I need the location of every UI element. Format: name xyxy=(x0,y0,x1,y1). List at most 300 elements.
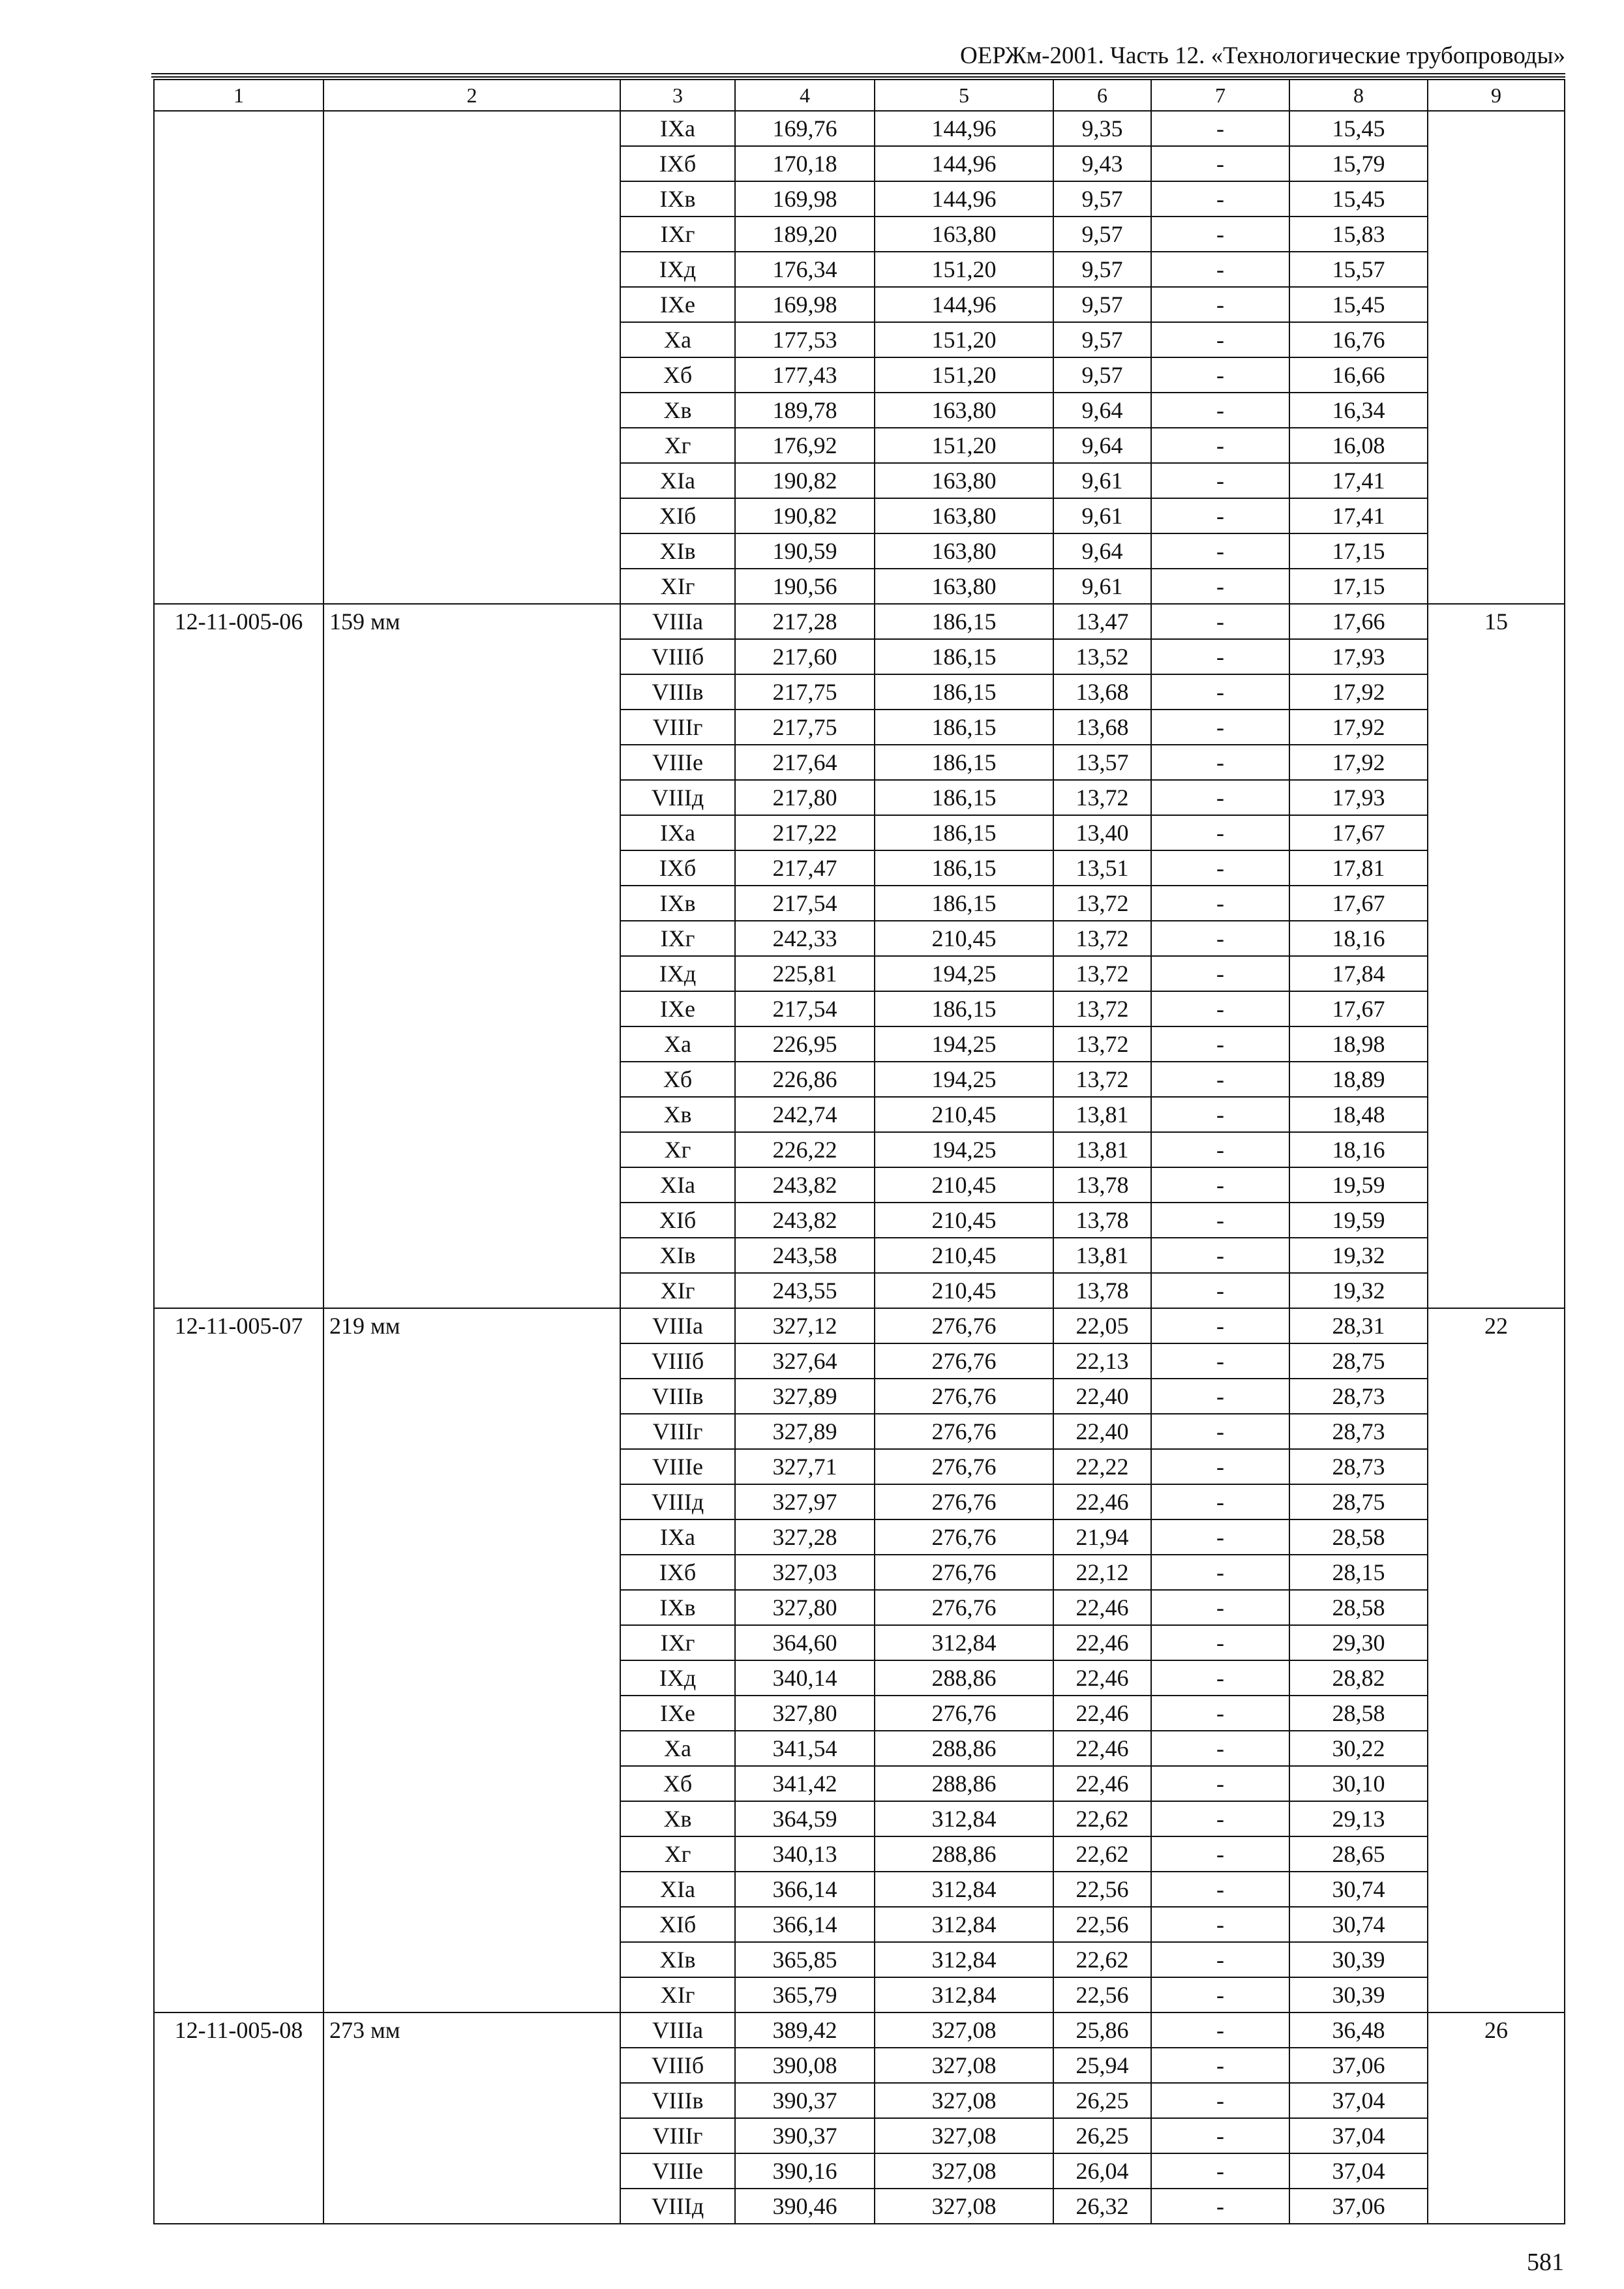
col7-cell: - xyxy=(1151,1660,1289,1696)
col8-cell: 15,57 xyxy=(1289,252,1428,287)
steel-grade-cell: IXв xyxy=(620,886,735,921)
col6-cell: 22,46 xyxy=(1053,1484,1151,1519)
col4-cell: 217,60 xyxy=(735,639,875,674)
steel-grade-cell: Xб xyxy=(620,1766,735,1801)
steel-grade-cell: IXе xyxy=(620,991,735,1026)
col4-cell: 217,22 xyxy=(735,815,875,850)
col4-cell: 170,18 xyxy=(735,146,875,181)
col4-cell: 340,14 xyxy=(735,1660,875,1696)
col6-cell: 9,57 xyxy=(1053,287,1151,322)
col4-cell: 190,56 xyxy=(735,569,875,604)
col7-cell: - xyxy=(1151,498,1289,533)
steel-grade-cell: Xа xyxy=(620,1731,735,1766)
col4-cell: 217,80 xyxy=(735,780,875,815)
col4-cell: 327,89 xyxy=(735,1414,875,1449)
col5-cell: 186,15 xyxy=(875,780,1053,815)
col6-cell: 22,56 xyxy=(1053,1977,1151,2012)
col7-cell: - xyxy=(1151,1836,1289,1872)
col6-cell: 13,52 xyxy=(1053,639,1151,674)
col5-cell: 186,15 xyxy=(875,815,1053,850)
col7-cell: - xyxy=(1151,1132,1289,1167)
col8-cell: 30,74 xyxy=(1289,1872,1428,1907)
col6-cell: 13,68 xyxy=(1053,710,1151,745)
col4-cell: 190,59 xyxy=(735,533,875,569)
col6-cell: 22,40 xyxy=(1053,1379,1151,1414)
steel-grade-cell: XIб xyxy=(620,1907,735,1942)
col7-cell: - xyxy=(1151,1167,1289,1203)
col7-cell: - xyxy=(1151,428,1289,463)
col5-cell: 163,80 xyxy=(875,217,1053,252)
col7-cell: - xyxy=(1151,921,1289,956)
col9-cell xyxy=(1428,111,1565,604)
col7-cell: - xyxy=(1151,1414,1289,1449)
col7-cell: - xyxy=(1151,604,1289,639)
col4-cell: 225,81 xyxy=(735,956,875,991)
col7-cell: - xyxy=(1151,1555,1289,1590)
col5-cell: 186,15 xyxy=(875,710,1053,745)
col6-cell: 13,51 xyxy=(1053,850,1151,886)
col7-cell: - xyxy=(1151,569,1289,604)
col6-cell: 9,57 xyxy=(1053,357,1151,393)
col6-cell: 26,25 xyxy=(1053,2118,1151,2153)
col4-cell: 217,28 xyxy=(735,604,875,639)
col5-cell: 151,20 xyxy=(875,428,1053,463)
steel-grade-cell: IXб xyxy=(620,146,735,181)
col9-cell: 15 xyxy=(1428,604,1565,1308)
col5-cell: 194,25 xyxy=(875,1026,1053,1062)
steel-grade-cell: XIб xyxy=(620,1203,735,1238)
col5-cell: 288,86 xyxy=(875,1731,1053,1766)
col8-cell: 18,89 xyxy=(1289,1062,1428,1097)
col6-cell: 22,46 xyxy=(1053,1590,1151,1625)
steel-grade-cell: Xв xyxy=(620,393,735,428)
col6-cell: 13,57 xyxy=(1053,745,1151,780)
col7-cell: - xyxy=(1151,217,1289,252)
col7-cell: - xyxy=(1151,745,1289,780)
col5-cell: 163,80 xyxy=(875,533,1053,569)
pipe-diameter: 273 мм xyxy=(323,2012,620,2224)
col8-cell: 17,92 xyxy=(1289,674,1428,710)
col6-cell: 22,62 xyxy=(1053,1836,1151,1872)
col6-cell: 25,86 xyxy=(1053,2012,1151,2048)
col4-cell: 365,85 xyxy=(735,1942,875,1977)
col8-cell: 30,74 xyxy=(1289,1907,1428,1942)
col4-cell: 341,42 xyxy=(735,1766,875,1801)
col8-cell: 36,48 xyxy=(1289,2012,1428,2048)
col8-cell: 28,75 xyxy=(1289,1343,1428,1379)
col6-cell: 9,57 xyxy=(1053,217,1151,252)
col6-cell: 9,61 xyxy=(1053,569,1151,604)
col7-cell: - xyxy=(1151,2048,1289,2083)
col8-cell: 28,73 xyxy=(1289,1414,1428,1449)
col8-cell: 19,59 xyxy=(1289,1167,1428,1203)
steel-grade-cell: IXг xyxy=(620,217,735,252)
col5-cell: 151,20 xyxy=(875,322,1053,357)
col8-cell: 19,32 xyxy=(1289,1273,1428,1308)
col7-cell: - xyxy=(1151,1731,1289,1766)
col5-cell: 194,25 xyxy=(875,1062,1053,1097)
column-number: 4 xyxy=(735,80,875,111)
col5-cell: 276,76 xyxy=(875,1519,1053,1555)
header-rule xyxy=(151,73,1565,78)
col7-cell: - xyxy=(1151,2153,1289,2189)
col4-cell: 327,12 xyxy=(735,1308,875,1343)
col7-cell: - xyxy=(1151,2118,1289,2153)
col4-cell: 366,14 xyxy=(735,1872,875,1907)
col5-cell: 276,76 xyxy=(875,1555,1053,1590)
steel-grade-cell: IXд xyxy=(620,1660,735,1696)
col5-cell: 276,76 xyxy=(875,1484,1053,1519)
col8-cell: 17,66 xyxy=(1289,604,1428,639)
col6-cell: 9,61 xyxy=(1053,498,1151,533)
item-code: 12-11-005-07 xyxy=(154,1308,323,2012)
col6-cell: 13,72 xyxy=(1053,886,1151,921)
col5-cell: 144,96 xyxy=(875,146,1053,181)
col7-cell: - xyxy=(1151,956,1289,991)
col4-cell: 390,37 xyxy=(735,2118,875,2153)
steel-grade-cell: XIв xyxy=(620,533,735,569)
col4-cell: 390,46 xyxy=(735,2189,875,2224)
col7-cell: - xyxy=(1151,2083,1289,2118)
col6-cell: 13,81 xyxy=(1053,1132,1151,1167)
col4-cell: 364,59 xyxy=(735,1801,875,1836)
col6-cell: 9,64 xyxy=(1053,533,1151,569)
col8-cell: 37,06 xyxy=(1289,2189,1428,2224)
col6-cell: 13,78 xyxy=(1053,1203,1151,1238)
col7-cell: - xyxy=(1151,780,1289,815)
column-number: 5 xyxy=(875,80,1053,111)
steel-grade-cell: Xг xyxy=(620,1132,735,1167)
col6-cell: 25,94 xyxy=(1053,2048,1151,2083)
col6-cell: 22,56 xyxy=(1053,1872,1151,1907)
steel-grade-cell: Xа xyxy=(620,1026,735,1062)
col5-cell: 312,84 xyxy=(875,1942,1053,1977)
steel-grade-cell: VIIIд xyxy=(620,2189,735,2224)
col6-cell: 21,94 xyxy=(1053,1519,1151,1555)
col6-cell: 22,56 xyxy=(1053,1907,1151,1942)
steel-grade-cell: IXе xyxy=(620,1696,735,1731)
steel-grade-cell: XIа xyxy=(620,1872,735,1907)
pipe-diameter xyxy=(323,111,620,604)
column-number: 9 xyxy=(1428,80,1565,111)
col6-cell: 13,72 xyxy=(1053,1026,1151,1062)
col8-cell: 18,98 xyxy=(1289,1026,1428,1062)
col5-cell: 327,08 xyxy=(875,2189,1053,2224)
col4-cell: 176,34 xyxy=(735,252,875,287)
col7-cell: - xyxy=(1151,1273,1289,1308)
col8-cell: 19,32 xyxy=(1289,1238,1428,1273)
col4-cell: 327,64 xyxy=(735,1343,875,1379)
col4-cell: 217,54 xyxy=(735,886,875,921)
steel-grade-cell: VIIIд xyxy=(620,1484,735,1519)
col8-cell: 28,58 xyxy=(1289,1519,1428,1555)
col7-cell: - xyxy=(1151,1308,1289,1343)
col8-cell: 30,39 xyxy=(1289,1942,1428,1977)
col6-cell: 22,46 xyxy=(1053,1696,1151,1731)
col7-cell: - xyxy=(1151,1203,1289,1238)
col4-cell: 243,82 xyxy=(735,1167,875,1203)
column-number: 7 xyxy=(1151,80,1289,111)
col6-cell: 26,04 xyxy=(1053,2153,1151,2189)
col8-cell: 28,75 xyxy=(1289,1484,1428,1519)
col5-cell: 210,45 xyxy=(875,921,1053,956)
col5-cell: 312,84 xyxy=(875,1977,1053,2012)
col8-cell: 15,83 xyxy=(1289,217,1428,252)
steel-grade-cell: VIIIв xyxy=(620,2083,735,2118)
col6-cell: 13,68 xyxy=(1053,674,1151,710)
col4-cell: 390,16 xyxy=(735,2153,875,2189)
col8-cell: 17,92 xyxy=(1289,745,1428,780)
col4-cell: 327,80 xyxy=(735,1696,875,1731)
col5-cell: 186,15 xyxy=(875,674,1053,710)
col4-cell: 169,76 xyxy=(735,111,875,146)
col5-cell: 312,84 xyxy=(875,1625,1053,1660)
col8-cell: 17,67 xyxy=(1289,815,1428,850)
col6-cell: 13,72 xyxy=(1053,956,1151,991)
col4-cell: 242,74 xyxy=(735,1097,875,1132)
col4-cell: 242,33 xyxy=(735,921,875,956)
col5-cell: 288,86 xyxy=(875,1836,1053,1872)
col6-cell: 22,22 xyxy=(1053,1449,1151,1484)
steel-grade-cell: XIб xyxy=(620,498,735,533)
steel-grade-cell: IXб xyxy=(620,850,735,886)
col4-cell: 243,55 xyxy=(735,1273,875,1308)
col8-cell: 28,73 xyxy=(1289,1449,1428,1484)
col4-cell: 169,98 xyxy=(735,287,875,322)
col8-cell: 29,30 xyxy=(1289,1625,1428,1660)
col4-cell: 243,82 xyxy=(735,1203,875,1238)
steel-grade-cell: IXа xyxy=(620,815,735,850)
col7-cell: - xyxy=(1151,1801,1289,1836)
col8-cell: 28,82 xyxy=(1289,1660,1428,1696)
col4-cell: 190,82 xyxy=(735,463,875,498)
col8-cell: 37,06 xyxy=(1289,2048,1428,2083)
col8-cell: 15,79 xyxy=(1289,146,1428,181)
col4-cell: 390,37 xyxy=(735,2083,875,2118)
col6-cell: 22,62 xyxy=(1053,1801,1151,1836)
col7-cell: - xyxy=(1151,639,1289,674)
col7-cell: - xyxy=(1151,146,1289,181)
steel-grade-cell: VIIIв xyxy=(620,674,735,710)
col6-cell: 22,46 xyxy=(1053,1625,1151,1660)
col4-cell: 226,86 xyxy=(735,1062,875,1097)
col5-cell: 144,96 xyxy=(875,181,1053,217)
col8-cell: 16,66 xyxy=(1289,357,1428,393)
col5-cell: 210,45 xyxy=(875,1273,1053,1308)
steel-grade-cell: Xв xyxy=(620,1097,735,1132)
col4-cell: 217,47 xyxy=(735,850,875,886)
col7-cell: - xyxy=(1151,991,1289,1026)
steel-grade-cell: IXд xyxy=(620,252,735,287)
table-row xyxy=(154,2012,1565,2048)
col4-cell: 390,08 xyxy=(735,2048,875,2083)
col7-cell: - xyxy=(1151,1449,1289,1484)
col7-cell: - xyxy=(1151,886,1289,921)
col7-cell: - xyxy=(1151,1026,1289,1062)
steel-grade-cell: VIIIб xyxy=(620,1343,735,1379)
col6-cell: 9,57 xyxy=(1053,181,1151,217)
steel-grade-cell: VIIIв xyxy=(620,1379,735,1414)
col6-cell: 22,62 xyxy=(1053,1942,1151,1977)
steel-grade-cell: VIIIб xyxy=(620,2048,735,2083)
col4-cell: 177,43 xyxy=(735,357,875,393)
col6-cell: 13,78 xyxy=(1053,1167,1151,1203)
col5-cell: 327,08 xyxy=(875,2083,1053,2118)
steel-grade-cell: XIг xyxy=(620,1977,735,2012)
col5-cell: 327,08 xyxy=(875,2153,1053,2189)
col7-cell: - xyxy=(1151,322,1289,357)
col6-cell: 9,57 xyxy=(1053,322,1151,357)
col5-cell: 151,20 xyxy=(875,252,1053,287)
steel-grade-cell: VIIIг xyxy=(620,2118,735,2153)
col8-cell: 28,15 xyxy=(1289,1555,1428,1590)
col8-cell: 37,04 xyxy=(1289,2118,1428,2153)
pipe-diameter: 219 мм xyxy=(323,1308,620,2012)
col7-cell: - xyxy=(1151,357,1289,393)
col6-cell: 9,64 xyxy=(1053,393,1151,428)
col7-cell: - xyxy=(1151,533,1289,569)
col7-cell: - xyxy=(1151,393,1289,428)
steel-grade-cell: VIIIе xyxy=(620,2153,735,2189)
col6-cell: 22,05 xyxy=(1053,1308,1151,1343)
col8-cell: 19,59 xyxy=(1289,1203,1428,1238)
col4-cell: 189,20 xyxy=(735,217,875,252)
col7-cell: - xyxy=(1151,287,1289,322)
col7-cell: - xyxy=(1151,850,1289,886)
col9-cell: 22 xyxy=(1428,1308,1565,2012)
col5-cell: 163,80 xyxy=(875,569,1053,604)
col8-cell: 18,16 xyxy=(1289,1132,1428,1167)
col8-cell: 30,39 xyxy=(1289,1977,1428,2012)
col7-cell: - xyxy=(1151,2012,1289,2048)
col7-cell: - xyxy=(1151,815,1289,850)
col6-cell: 22,46 xyxy=(1053,1766,1151,1801)
page-number: 581 xyxy=(1527,2249,1564,2276)
col8-cell: 17,15 xyxy=(1289,569,1428,604)
col6-cell: 9,57 xyxy=(1053,252,1151,287)
col5-cell: 276,76 xyxy=(875,1308,1053,1343)
col5-cell: 186,15 xyxy=(875,850,1053,886)
col7-cell: - xyxy=(1151,1942,1289,1977)
col4-cell: 340,13 xyxy=(735,1836,875,1872)
col7-cell: - xyxy=(1151,463,1289,498)
col8-cell: 28,31 xyxy=(1289,1308,1428,1343)
col6-cell: 13,72 xyxy=(1053,991,1151,1026)
steel-grade-cell: XIв xyxy=(620,1942,735,1977)
rates-table xyxy=(153,79,1565,2224)
col6-cell: 22,12 xyxy=(1053,1555,1151,1590)
col8-cell: 17,15 xyxy=(1289,533,1428,569)
col5-cell: 312,84 xyxy=(875,1872,1053,1907)
col5-cell: 276,76 xyxy=(875,1449,1053,1484)
steel-grade-cell: XIа xyxy=(620,463,735,498)
col5-cell: 327,08 xyxy=(875,2118,1053,2153)
col5-cell: 276,76 xyxy=(875,1343,1053,1379)
col4-cell: 327,03 xyxy=(735,1555,875,1590)
steel-grade-cell: VIIIд xyxy=(620,780,735,815)
column-number: 1 xyxy=(154,80,323,111)
steel-grade-cell: IXг xyxy=(620,1625,735,1660)
steel-grade-cell: IXг xyxy=(620,921,735,956)
col8-cell: 29,13 xyxy=(1289,1801,1428,1836)
col4-cell: 365,79 xyxy=(735,1977,875,2012)
col7-cell: - xyxy=(1151,252,1289,287)
col5-cell: 151,20 xyxy=(875,357,1053,393)
col8-cell: 17,93 xyxy=(1289,780,1428,815)
col8-cell: 37,04 xyxy=(1289,2153,1428,2189)
col6-cell: 9,43 xyxy=(1053,146,1151,181)
col7-cell: - xyxy=(1151,674,1289,710)
col4-cell: 169,98 xyxy=(735,181,875,217)
column-number: 2 xyxy=(323,80,620,111)
col7-cell: - xyxy=(1151,2189,1289,2224)
col5-cell: 276,76 xyxy=(875,1379,1053,1414)
col5-cell: 210,45 xyxy=(875,1167,1053,1203)
col8-cell: 16,76 xyxy=(1289,322,1428,357)
col7-cell: - xyxy=(1151,1379,1289,1414)
col4-cell: 189,78 xyxy=(735,393,875,428)
col7-cell: - xyxy=(1151,181,1289,217)
column-number: 6 xyxy=(1053,80,1151,111)
col8-cell: 15,45 xyxy=(1289,287,1428,322)
col8-cell: 17,41 xyxy=(1289,498,1428,533)
steel-grade-cell: Xа xyxy=(620,322,735,357)
col5-cell: 312,84 xyxy=(875,1801,1053,1836)
col8-cell: 18,16 xyxy=(1289,921,1428,956)
steel-grade-cell: IXд xyxy=(620,956,735,991)
steel-grade-cell: IXб xyxy=(620,1555,735,1590)
col5-cell: 276,76 xyxy=(875,1414,1053,1449)
col7-cell: - xyxy=(1151,1343,1289,1379)
col4-cell: 217,75 xyxy=(735,674,875,710)
col7-cell: - xyxy=(1151,1696,1289,1731)
col8-cell: 28,65 xyxy=(1289,1836,1428,1872)
col8-cell: 17,93 xyxy=(1289,639,1428,674)
col5-cell: 288,86 xyxy=(875,1660,1053,1696)
col7-cell: - xyxy=(1151,1872,1289,1907)
col5-cell: 144,96 xyxy=(875,111,1053,146)
col5-cell: 210,45 xyxy=(875,1238,1053,1273)
col5-cell: 186,15 xyxy=(875,886,1053,921)
col6-cell: 22,46 xyxy=(1053,1731,1151,1766)
col7-cell: - xyxy=(1151,710,1289,745)
steel-grade-cell: IXа xyxy=(620,1519,735,1555)
col6-cell: 13,72 xyxy=(1053,780,1151,815)
steel-grade-cell: VIIIа xyxy=(620,1308,735,1343)
pipe-diameter: 159 мм xyxy=(323,604,620,1308)
col4-cell: 327,80 xyxy=(735,1590,875,1625)
col5-cell: 194,25 xyxy=(875,1132,1053,1167)
col5-cell: 194,25 xyxy=(875,956,1053,991)
steel-grade-cell: IXв xyxy=(620,181,735,217)
col7-cell: - xyxy=(1151,1238,1289,1273)
table-row xyxy=(154,604,1565,639)
col6-cell: 9,35 xyxy=(1053,111,1151,146)
steel-grade-cell: XIа xyxy=(620,1167,735,1203)
column-number: 8 xyxy=(1289,80,1428,111)
col5-cell: 276,76 xyxy=(875,1696,1053,1731)
col7-cell: - xyxy=(1151,1590,1289,1625)
table-row xyxy=(154,1308,1565,1343)
col8-cell: 16,34 xyxy=(1289,393,1428,428)
col5-cell: 163,80 xyxy=(875,463,1053,498)
column-number: 3 xyxy=(620,80,735,111)
col8-cell: 17,67 xyxy=(1289,991,1428,1026)
col7-cell: - xyxy=(1151,111,1289,146)
col7-cell: - xyxy=(1151,1907,1289,1942)
col8-cell: 17,92 xyxy=(1289,710,1428,745)
steel-grade-cell: IXв xyxy=(620,1590,735,1625)
